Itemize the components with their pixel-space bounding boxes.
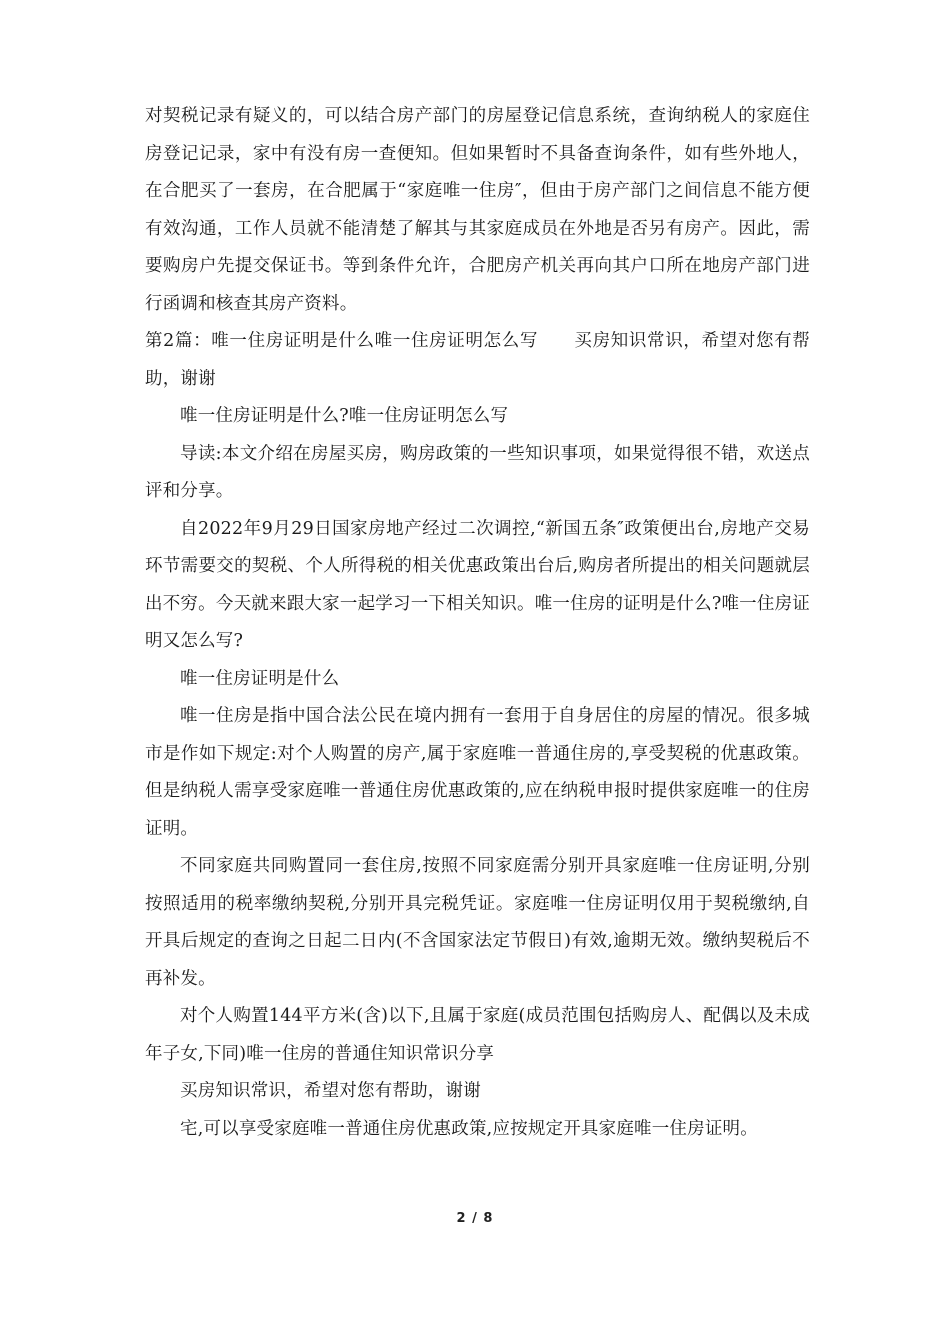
document-body xyxy=(145,98,810,1148)
paragraph-background: 自2022年9月29日国家房地产经过二次调控,“新国五条″政策便出台,房地产交易环节需要交的契税、个人所得税的相关优惠政策出台后,购房者所提出的相关问题就层出不穷。今天就来跟大家一起学习一下相关知识。唯一住房的证明是什么?唯一住房证明又怎么写? xyxy=(145,518,810,651)
paragraph-144-sqm: 对个人购置144平方米(含)以下,且属于家庭(成员范围包括购房人、配偶以及未成年子女,下同)唯一住房的普通住知识常识分享 xyxy=(145,1006,810,1064)
page-number: 2 / 8 xyxy=(456,1211,494,1226)
paragraph-tagline: 买房知识常识，希望对您有帮助，谢谢 xyxy=(180,1081,481,1101)
paragraph-joint-purchase: 不同家庭共同购置同一套住房,按照不同家庭需分别开具家庭唯一住房证明,分别按照适用的税率缴纳契税,分别开具完税凭证。家庭唯一住房证明仅用于契税缴纳,自开具后规定的查询之日起二日内(不含国家法定节假日)有效,逾期无效。缴纳契税后不再补发。 xyxy=(145,856,810,989)
article-title: 唯一住房证明是什么?唯一住房证明怎么写 xyxy=(180,406,509,426)
section-heading: 唯一住房证明是什么 xyxy=(180,668,340,689)
paragraph-definition: 唯一住房是指中国合法公民在境内拥有一套用于自身居住的房屋的情况。很多城市是作如下规定:对个人购置的房产,属于家庭唯一普通住房的,享受契税的优惠政策。但是纳税人需享受家庭唯一普通住房优惠政策的,应在纳税申报时提供家庭唯一的住房证明。 xyxy=(145,706,810,839)
paragraph-intro: 导读:本文介绍在房屋买房，购房政策的一些知识事项，如果觉得很不错，欢送点评和分享。 xyxy=(145,443,810,501)
article-heading: 第2篇：唯一住房证明是什么唯一住房证明怎么写 买房知识常识，希望对您有帮助，谢谢 xyxy=(145,331,810,389)
paragraph-1: 对契税记录有疑义的，可以结合房产部门的房屋登记信息系统，查询纳税人的家庭住房登记记录，家中有没有房一查便知。但如果暂时不具备查询条件，如有些外地人，在合肥买了一套房，在合肥属于“家庭唯一住房″，但由于房产部门之间信息不能方便有效沟通，工作人员就不能清楚了解其与其家庭成员在外地是否另有房产。因此，需要购房户先提交保证书。等到条件允许，合肥房产机关再向其户口所在地房产部门进行函调和核查其房产资料。 xyxy=(145,106,810,314)
paragraph-continuation: 宅,可以享受家庭唯一普通住房优惠政策,应按规定开具家庭唯一住房证明。 xyxy=(180,1118,758,1139)
